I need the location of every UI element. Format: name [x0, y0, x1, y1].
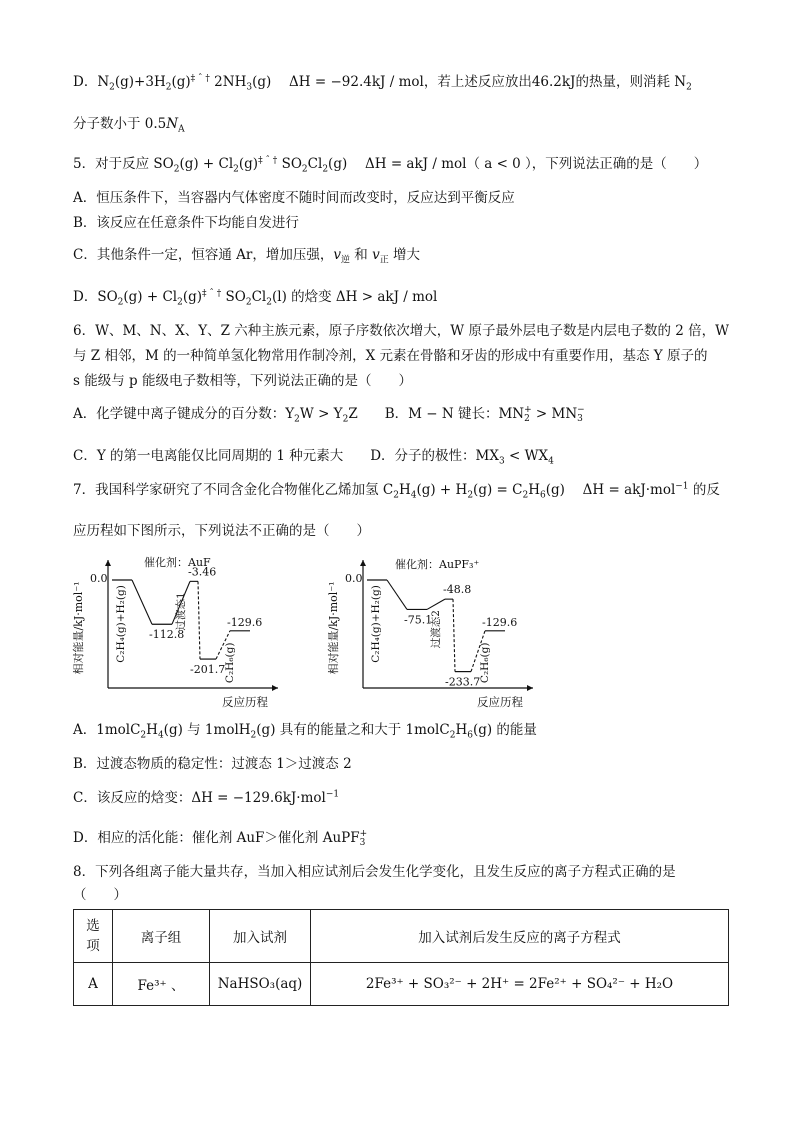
cell-reagent: NaHSO₃(aq)	[210, 963, 311, 1006]
path-segment	[387, 580, 407, 609]
sup: −	[577, 404, 585, 415]
text: > MN	[531, 406, 578, 422]
text: D．N	[73, 74, 110, 90]
q5-stem	[73, 155, 707, 175]
header-ion-group: 离子组	[113, 910, 210, 963]
text: W > Y	[299, 406, 343, 422]
q6-options-cd	[73, 447, 554, 465]
sub: 2	[109, 82, 115, 93]
q5-option-d	[73, 288, 437, 308]
text: (g)	[171, 74, 191, 90]
x-axis-label: 反应历程	[222, 695, 268, 709]
value-label: -75.1	[404, 613, 433, 627]
value-label: 0.0	[345, 572, 363, 585]
text: 5．对于反应 SO	[73, 156, 174, 172]
sup: +	[524, 404, 532, 415]
text: 和	[349, 247, 373, 263]
text: 2NH	[209, 74, 247, 90]
x-axis-label: 反应历程	[477, 695, 523, 709]
text: C．Y 的第一电离能仅比同周期的 1 种元素大 D．分子的极性：MX	[73, 448, 499, 464]
q5-option-c	[73, 246, 420, 264]
value-label: -112.8	[149, 628, 185, 642]
chart-title: 催化剂：AuPF₃⁺	[395, 558, 480, 571]
sub: 2	[266, 297, 272, 308]
q7-stem-1	[73, 481, 720, 499]
text: < WX	[504, 448, 549, 464]
sub: 3	[498, 456, 505, 467]
sub: 2	[140, 730, 147, 741]
text: (g) ΔH = akJ·mol	[545, 482, 676, 498]
chart-plot	[345, 560, 533, 691]
text: Z B．M − N 键长：MN	[348, 406, 525, 422]
q5-option-b: B．该反应在任意条件下均能自发进行	[73, 215, 299, 231]
sup: −1	[325, 789, 340, 800]
text: 的反	[688, 482, 720, 498]
text: (g) 的能量	[472, 722, 537, 738]
text: (g)	[238, 156, 259, 172]
text: v	[372, 247, 380, 263]
text: C．该反应的焓变：ΔH = −129.6kJ·mol	[73, 790, 326, 806]
cell-equation: 2Fe³⁺ + SO₃²⁻ + 2H⁺ = 2Fe²⁺ + SO₄²⁻ + H₂O	[311, 963, 729, 1006]
text: v	[333, 247, 341, 263]
text: (g) ΔH = akJ / mol（ a < 0 ），下列说法正确的是（ ）	[328, 156, 708, 172]
sub: 3	[359, 837, 366, 848]
text: (g) = C	[473, 482, 523, 498]
text: 7．我国科学家研究了不同含金化合物催化乙烯加氢 C	[73, 482, 394, 498]
sup: −1	[675, 481, 689, 492]
sub: 2	[233, 164, 239, 175]
species-label: C₂H₄(g)+H₂(g)	[370, 585, 382, 663]
chart-title: 催化剂：AuF	[144, 556, 211, 569]
sub: 逆	[340, 255, 350, 266]
header-option: 选 项	[74, 910, 113, 963]
text: H	[398, 482, 411, 498]
text: (g) 具有的能量之和大于 1molC	[256, 722, 450, 738]
q6-stem-1: 6．W、M、N、X、Y、Z 六种主族元素，原子序数依次增大，W 原子最外层电子数是内层电子数的 2 倍，W	[73, 323, 730, 339]
text: H	[455, 722, 468, 738]
text: 增大	[388, 247, 421, 263]
value-label: -233.7	[445, 675, 481, 689]
cell-option: A	[74, 963, 113, 1006]
species-label: C₂H₄(g)+H₂(g)	[115, 585, 127, 663]
text: N	[166, 116, 179, 132]
q6-stem-3: s 能级与 p 能级电子数相等，下列说法正确的是（ ）	[73, 373, 412, 389]
q8-table	[73, 909, 729, 1006]
text: SO	[221, 289, 246, 305]
text: (g)	[182, 289, 203, 305]
y-axis-arrow	[360, 560, 366, 566]
sub: 2	[117, 297, 124, 308]
q6-stem-2: 与 Z 相邻，M 的一种简单氢化物常用作制冷剂，X 元素在骨骼和牙齿的形成中有重要作用，基态 Y 原子的	[73, 348, 708, 364]
q7-stem-2: 应历程如下图所示，下列说法不正确的是（ ）	[73, 523, 370, 539]
species-label: 过渡态1	[175, 592, 187, 631]
table-row	[74, 963, 729, 1006]
value-label: -129.6	[482, 615, 518, 629]
q7-option-c	[73, 789, 339, 807]
energy-chart-auf	[70, 542, 320, 712]
sub: 4	[410, 490, 417, 501]
energy-chart-aupf3	[325, 542, 575, 712]
chart-plot	[90, 560, 278, 691]
sub: A	[178, 124, 185, 135]
sub: 2	[301, 164, 308, 175]
species-label: 过渡态2	[430, 610, 442, 649]
sub: 2	[250, 730, 257, 741]
sub: 正	[379, 255, 389, 266]
sub: 2	[686, 82, 692, 93]
x-axis-arrow	[272, 685, 278, 691]
sub: 6	[539, 490, 546, 501]
text: A．化学键中离子键成分的百分数：Y	[73, 406, 295, 422]
sub: 2	[524, 413, 530, 424]
text: 分子数小于 0.5	[73, 116, 167, 132]
sub: 2	[393, 490, 399, 501]
text: (g) + Cl	[179, 156, 234, 172]
text: D．相应的活化能：催化剂 AuF＞催化剂 AuPF	[73, 830, 360, 846]
q4-option-d-cont	[73, 115, 185, 133]
text: (g) 与 1molH	[163, 722, 251, 738]
header-equation: 加入试剂后发生反应的离子方程式	[311, 910, 729, 963]
cell-ion-group: Fe³⁺ 、	[113, 963, 210, 1006]
species-label: C₂H₆(g)	[479, 642, 491, 684]
sub: 2	[165, 82, 172, 93]
text: A．1molC	[73, 722, 141, 738]
text: D．SO	[73, 289, 118, 305]
q8-stem-paren: （ ）	[73, 887, 127, 903]
sub: 2	[342, 414, 349, 425]
value-label: 0.0	[90, 572, 108, 585]
sub: 2	[449, 730, 456, 741]
text: C．其他条件一定，恒容通 Ar，增加压强，	[73, 247, 334, 263]
sub: 4	[548, 456, 554, 467]
sub: 2	[245, 297, 252, 308]
text: H	[528, 482, 540, 498]
text: (l) 的焓变 ΔH > akJ / mol	[271, 289, 438, 305]
value-label: -48.8	[443, 583, 472, 597]
sub: 3	[577, 413, 583, 424]
path-segment	[427, 599, 445, 609]
text: Cl	[251, 289, 267, 305]
sub: 2	[467, 490, 474, 501]
text: (g) ΔH = −92.4kJ / mol，若上述反应放出46.2kJ的热量，则消耗 N	[252, 74, 687, 90]
text: (g) + Cl	[123, 289, 178, 305]
text: (g)+3H	[114, 74, 166, 90]
header-reagent: 加入试剂	[210, 910, 311, 963]
q7-option-d	[73, 829, 367, 848]
q8-stem: 8．下列各组离子能大量共存，当加入相应试剂后会发生化学变化，且发生反应的离子方程式正确的是	[73, 864, 676, 880]
sub: 4	[157, 730, 164, 741]
path-segment	[453, 599, 455, 671]
reversible-arrow: ‡ ˆ †	[202, 289, 222, 299]
q4-option-d	[73, 73, 692, 93]
q7-option-a	[73, 721, 537, 739]
value-label: -3.46	[188, 565, 217, 579]
y-axis-label: 相对能量/kJ·mol⁻¹	[72, 581, 85, 675]
reversible-arrow: ‡ ˆ †	[258, 156, 278, 166]
species-label: C₂H₆(g)	[224, 642, 236, 684]
text: Cl	[307, 156, 323, 172]
path-segment	[198, 581, 200, 659]
text: SO	[277, 156, 302, 172]
sub: 2	[294, 414, 300, 425]
text: (g) + H	[416, 482, 468, 498]
sub: 2	[322, 164, 329, 175]
x-axis-arrow	[527, 685, 533, 691]
sup: +	[359, 828, 368, 839]
sub: 6	[467, 730, 473, 741]
reversible-arrow: ‡ ˆ †	[190, 74, 210, 84]
q7-option-b: B．过渡态物质的稳定性：过渡态 1＞过渡态 2	[73, 756, 352, 772]
sub: 2	[173, 164, 180, 175]
q6-options-ab	[73, 405, 585, 424]
sub: 3	[246, 82, 253, 93]
text: H	[146, 722, 158, 738]
q5-option-a: A．恒压条件下，当容器内气体密度不随时间而改变时，反应达到平衡反应	[73, 190, 515, 206]
value-label: -129.6	[227, 615, 263, 629]
y-axis-arrow	[105, 560, 111, 566]
table-header-row	[74, 910, 729, 963]
sub: 2	[177, 297, 183, 308]
path-segment	[132, 580, 152, 624]
y-axis-label: 相对能量/kJ·mol⁻¹	[327, 581, 340, 675]
value-label: -201.7	[190, 663, 226, 677]
sub: 2	[522, 490, 529, 501]
